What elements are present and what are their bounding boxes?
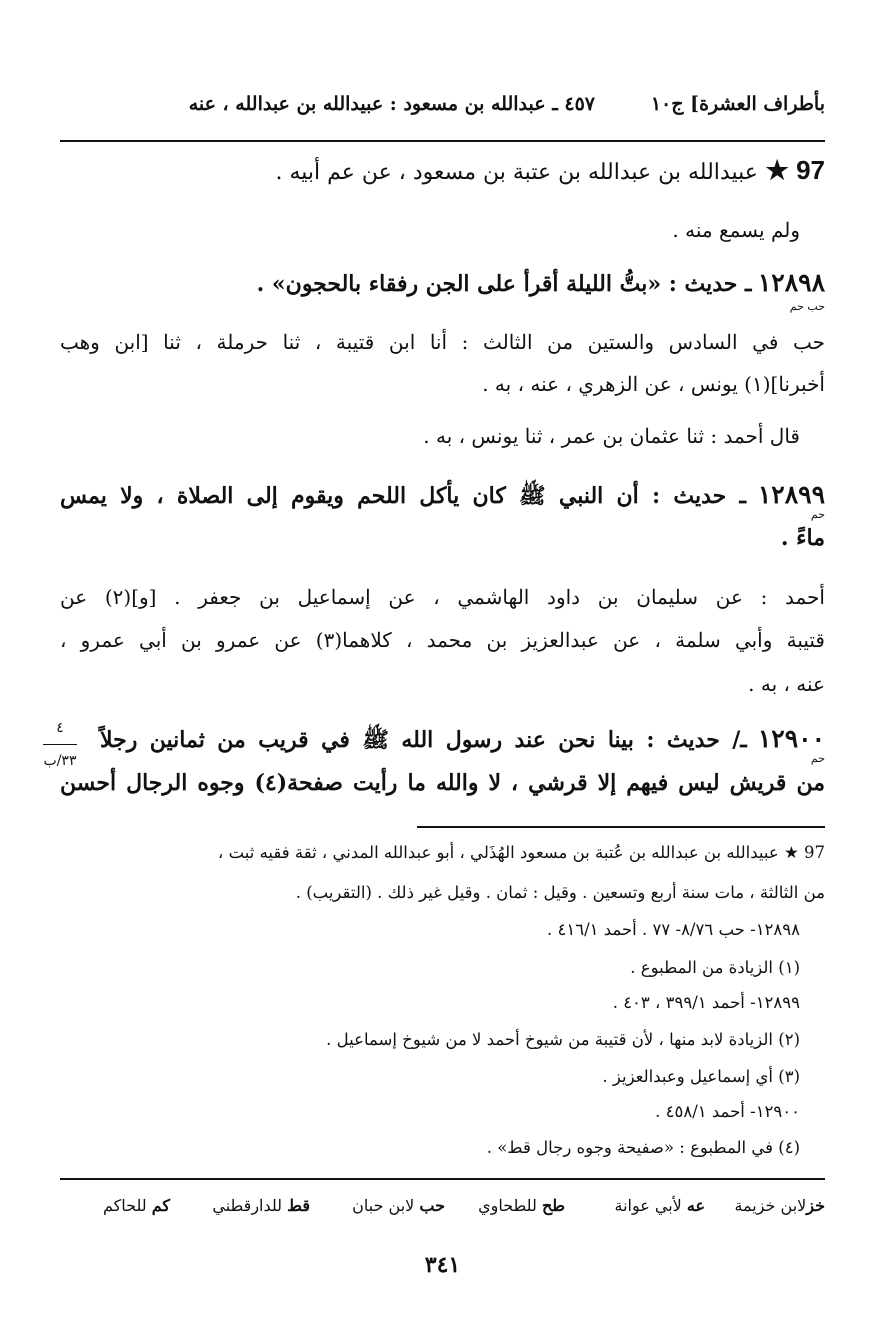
- header-section-title: ٤٥٧ ـ عبدالله بن مسعود : عبيدالله بن عبدالله ، عنه: [188, 93, 595, 115]
- hadith-12899-title-cont: ماءً .: [780, 525, 825, 551]
- entry-marker: 97 ★: [765, 155, 825, 185]
- abbrev-ibn-hibban: حب لابن حبان: [352, 1196, 445, 1215]
- hadith-12899-line-3: عنه ، به .: [748, 672, 825, 696]
- manuscript-folio-note: [40, 720, 80, 769]
- hadith-12898-line-3: قال أحمد : ثنا عثمان بن عمر ، ثنا يونس ، به .: [423, 424, 800, 448]
- hadith-number: ١٢٨٩٨: [757, 268, 825, 297]
- footnote-3: (٣) أي إسماعيل وعبدالعزيز .: [602, 1067, 800, 1086]
- footnote-97-line-2: من الثالثة ، مات سنة أربع وتسعين . وقيل : ثمان . وقيل غير ذلك . (التقريب) .: [295, 883, 825, 902]
- hadith-number: ١٢٩٠٠: [757, 724, 825, 753]
- footnote-12898-ref: ١٢٨٩٨- حب ٨/٧٦- ٧٧ . أحمد ٤١٦/١ .: [547, 920, 800, 939]
- header-book-title: بأطراف العشرة] ج١٠: [650, 93, 825, 115]
- footnote-1: (١) الزيادة من المطبوع .: [630, 958, 800, 977]
- hadith-text: ـ/ حديث : بينا نحن عند رسول الله ﷺ في قريب من ثمانين رجلاً: [100, 727, 747, 753]
- hadith-12898-line-2: أخبرنا](١) يونس ، عن الزهري ، عنه ، به .: [482, 372, 825, 396]
- hadith-12899-title: [60, 480, 825, 514]
- entry-97-title: [275, 155, 825, 186]
- footnote-97-line-1: 97 ★ عبيدالله بن عبدالله بن عُتبة بن مسعود الهُذَلي ، أبو عبدالله المدني ، ثقة فقيه ثبت ،: [218, 843, 825, 862]
- footnote-2: (٢) الزيادة لابد منها ، لأن قتيبة من شيوخ أحمد لا من شيوخ إسماعيل .: [326, 1030, 800, 1049]
- hadith-12898-title: [257, 268, 825, 297]
- entry-97-note: ولم يسمع منه .: [672, 218, 800, 242]
- hadith-text: ـ حديث : أن النبي ﷺ كان يأكل اللحم ويقوم إلى الصلاة ، ولا يمس: [60, 483, 746, 509]
- hadith-12900-source-codes: حم: [810, 752, 825, 765]
- abbrev-daraqutni: قط للدارقطني: [212, 1196, 310, 1215]
- hadith-number: ١٢٨٩٩: [757, 480, 825, 509]
- hadith-12899-line-2: قتيبة وأبي سلمة ، عن عبدالعزيز بن محمد ، كلاهما(٣) عن عمرو بن أبي عمرو ،: [60, 628, 825, 652]
- header-rule: [60, 140, 825, 142]
- hadith-text: ـ حديث : «بتُّ الليلة أقرأ على الجن رفقاء بالحجون» .: [256, 271, 752, 297]
- hadith-12900-title: [100, 724, 825, 758]
- abbreviations-rule: [60, 1178, 825, 1180]
- hadith-12899-source-codes: حم: [810, 508, 825, 521]
- abbrev-hakim: كم للحاكم: [103, 1196, 170, 1215]
- hadith-12900-title-cont: من قريش ليس فيهم إلا قرشي ، لا والله ما رأيت صفحة(٤) وجوه الرجال أحسن: [60, 770, 826, 796]
- footnote-4: (٤) في المطبوع : «صفيحة وجوه رجال قط» .: [486, 1138, 800, 1157]
- footnote-rule: [417, 826, 825, 828]
- abbrev-tahawi: طح للطحاوي: [478, 1196, 565, 1215]
- hadith-12899-line-1: أحمد : عن سليمان بن داود الهاشمي ، عن إسماعيل بن جعفر . [و](٢) عن: [60, 585, 825, 609]
- abbrev-ibn-khuzaima: خزلابن خزيمة: [734, 1196, 825, 1215]
- footnote-12900-ref: ١٢٩٠٠- أحمد ٤٥٨/١ .: [655, 1102, 800, 1121]
- folio-divider: [43, 744, 77, 745]
- folio-bottom: ٣٣/ب: [43, 753, 77, 769]
- entry-97-heading: عبيدالله بن عبدالله بن عتبة بن مسعود ، عن عم أبيه .: [275, 160, 758, 185]
- hadith-12898-line-1: حب في السادس والستين من الثالث : أنا ابن قتيبة ، ثنا حرملة ، ثنا [ابن وهب: [60, 330, 825, 354]
- footnote-12899-ref: ١٢٨٩٩- أحمد ٣٩٩/١ ، ٤٠٣ .: [612, 993, 800, 1012]
- hadith-12898-source-codes: حب حم: [789, 300, 825, 313]
- running-header: [60, 93, 825, 125]
- page-number: ٣٤١: [424, 1252, 461, 1278]
- abbrev-abu-awana: عه لأبي عوانة: [614, 1196, 705, 1215]
- folio-top: ٤: [56, 720, 64, 736]
